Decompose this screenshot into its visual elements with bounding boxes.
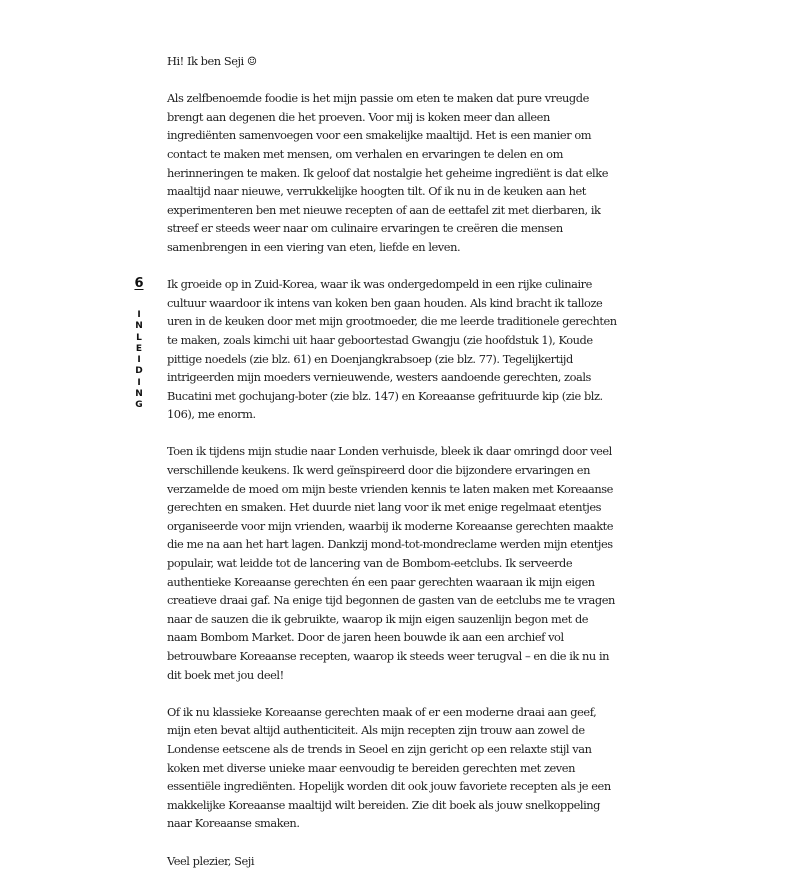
closing-signature: Veel plezier, Seji [167, 853, 255, 868]
greeting: Hi! Ik ben Seji ☺ [167, 54, 257, 68]
section-label-letter: E [135, 343, 143, 354]
paragraph-passion: Als zelfbenoemde foodie is het mijn passie om eten te maken dat pure vreugde brengt aan degenen die het proeven. Voor mij is koken meer dan alleen ingrediënten samenvoegen voor een smakelijke maaltijd. Het is een manier om contact te maken met mensen, om verhalen en ervaringen te delen en om herinneringen te maken. Ik geloof dat nostalgie het geheime ingrediënt is dat elke maaltijd naar nieuwe, verrukkelijke hoogten tilt. Of ik nu in de keuken aan het experimenteren ben met nieuwe recepten of aan de eettafel zit met dierbaren, ik streef er steeds weer naar om culinaire ervaringen te creëren die mensen samenbrengen in een viering van eten, liefde en leven. [167, 91, 608, 254]
section-label-letter: D [135, 366, 143, 377]
margin-tab [126, 276, 152, 412]
section-label-letter: L [136, 332, 142, 343]
paragraph-london: Toen ik tijdens mijn studie naar Londen verhuisde, bleek ik daar omringd door veel verschillende keukens. Ik werd geïnspireerd door die bijzondere ervaringen en verzamelde de moed om mijn beste vrienden kennis te laten maken met Koreaanse gerechten en smaken. Het duurde niet lang voor ik met enige regelmaat etentjes organiseerde voor mijn vrienden, waarbij ik moderne Koreaanse gerechten maakte die me na aan het hart lagen. Dankzij mond-tot-mondreclame werden mijn etentjes populair, wat leidde tot de lancering van de Bombom-eetclubs. Ik serveerde authentieke Koreaanse gerechten én een paar gerechten waaraan ik mijn eigen creatieve draai gaf. Na enige tijd begonnen de gasten van de eetclubs me te vragen naar de sauzen die ik gebruikte, waarop ik mijn eigen sauzenlijn begon met de naam Bombom Market. Door de jaren heen bouwde ik aan een archief vol betrouwbare Koreaanse recepten, waarop ik steeds weer terugval – en die ik nu in dit boek met jou deel! [167, 444, 615, 682]
paragraph-authenticity: Of ik nu klassieke Koreaanse gerechten maak of er een moderne draai aan geef, mijn eten bevat altijd authenticiteit. Als mijn recepten zijn trouw aan zowel de Londense eetscene als de trends in Seoel en zijn gericht op een relaxte stijl van koken met diverse unieke maar eenvoudig te bereiden gerechten met zeven essentiële ingrediënten. Hopelijk worden dit ook jouw favoriete recepten als je een makkelijke Koreaanse maaltijd wilt bereiden. Zie dit boek als jouw snelkoppeling naar Koreaanse smaken. [167, 704, 611, 831]
section-label-letter: I [137, 377, 141, 388]
section-label-letter: I [137, 355, 141, 366]
paragraph-korea: Ik groeide op in Zuid-Korea, waar ik was ondergedompeld in een rijke culinaire cultuur waardoor ik intens van koken ben gaan houden. Als kind bracht ik talloze uren in de keuken door met mijn grootmoeder, die me leerde traditionele gerechten te maken, zoals kimchi uit haar geboortestad Gwangju (zie hoofdstuk 1), Koude pittige noedels (zie blz. 61) en Doenjangkrabsoep (zie blz. 77). Tegelijkertijd intrigeerden mijn moeders vernieuwende, westers aandoende gerechten, zoals Bucatini met gochujang-boter (zie blz. 147) en Koreaanse gefrituurde kip (zie blz. 106), me enorm. [167, 277, 617, 422]
section-label-letter: G [135, 400, 143, 411]
section-label-letter: I [137, 310, 141, 320]
section-label [135, 310, 143, 412]
page-number: 6 [134, 276, 144, 291]
section-label-letter: N [135, 389, 143, 400]
body-text [167, 52, 619, 889]
section-label-letter: N [135, 321, 143, 332]
